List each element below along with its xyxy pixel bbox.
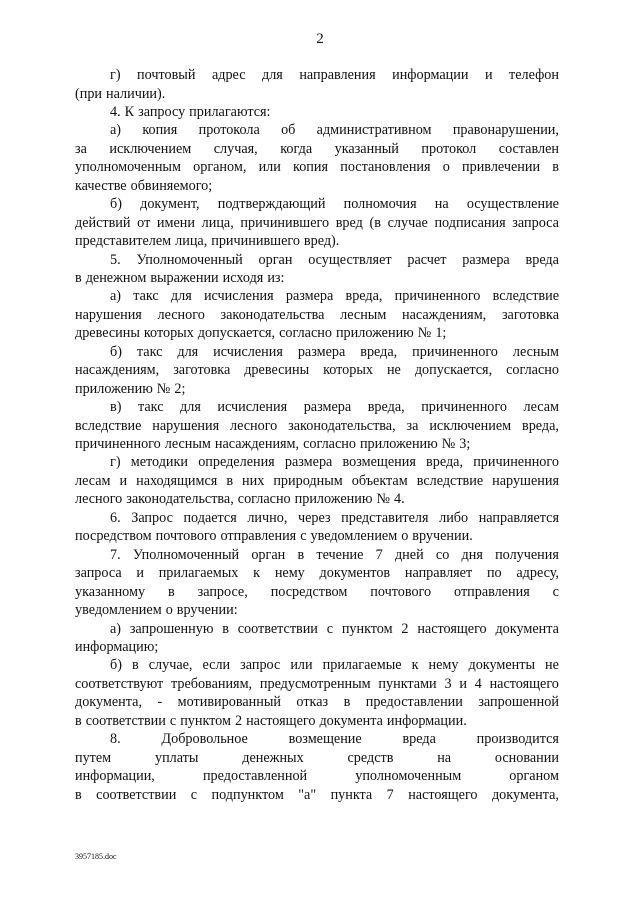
- text-line: информацию;: [75, 638, 159, 655]
- text-line: 6. Запрос подается лично, через представителя либо направляется: [110, 509, 559, 526]
- text-line: в соответствии с пунктом 2 настоящего документа информации.: [75, 712, 467, 729]
- text-line: лесного законодательства, согласно приложению № 4.: [75, 491, 405, 508]
- text-line: насаждениям, заготовка древесины которых не допускается, согласно: [75, 362, 559, 379]
- text-line: представителем лица, причинившего вред).: [75, 233, 340, 249]
- text-line: а) копия протокола об административном правонарушении,: [110, 122, 559, 139]
- text-line: а) такс для исчисления размера вреда, причиненного вследствие: [110, 288, 559, 305]
- file-name-footer: 3957185.doc: [75, 852, 117, 861]
- text-line: лесам и находящимся в них природным объектам вследствие нарушения: [75, 472, 559, 489]
- text-line: действий от имени лица, причинившего вред (в случае подписания запроса: [75, 214, 559, 231]
- text-line: посредством почтового отправления с уведомлением о вручении.: [75, 528, 473, 545]
- text-line: причиненного лесным насаждениям, согласно приложению № 3;: [75, 436, 471, 452]
- text-line: нарушения лесного законодательства лесным насаждениям, заготовка: [75, 306, 559, 323]
- text-line: запроса и прилагаемых к нему документов направляет по адресу,: [75, 565, 559, 582]
- text-line: в) такс для исчисления размера вреда, причиненного лесам: [110, 399, 559, 416]
- text-line: качестве обвиняемого;: [75, 177, 213, 194]
- text-line: б) документ, подтверждающий полномочия на осуществление: [110, 196, 559, 213]
- text-line: 5. Уполномоченный орган осуществляет расчет размера вреда: [110, 251, 559, 268]
- text-line: а) запрошенную в соответствии с пунктом 2 настоящего документа: [110, 620, 559, 637]
- text-line: уведомлением о вручении:: [75, 602, 238, 618]
- text-line: информации, предоставленной уполномоченным органом: [75, 768, 559, 785]
- text-line: г) почтовый адрес для направления информации и телефон: [110, 67, 559, 83]
- text-line: б) такс для исчисления размера вреда, причиненного лесным: [110, 343, 559, 360]
- text-line: древесины которых допускается, согласно приложению № 1;: [75, 325, 447, 342]
- text-line: указанному в запросе, посредством почтового отправления с: [75, 583, 559, 600]
- text-line: в соответствии с подпунктом "а" пункта 7 настоящего документа,: [75, 786, 559, 803]
- text-line: 4. К запросу прилагаются:: [110, 103, 271, 120]
- text-line: путем уплаты денежных средств на основании: [75, 749, 559, 766]
- text-line: вследствие нарушения лесного законодательства, за исключением вреда,: [75, 417, 559, 434]
- text-line: за исключением случая, когда указанный протокол составлен: [75, 140, 559, 157]
- text-line: приложению № 2;: [75, 380, 186, 397]
- text-line: документа, - мотивированный отказ в предоставлении запрошенной: [75, 694, 559, 711]
- text-line: в денежном выражении исходя из:: [75, 269, 285, 286]
- text-line: б) в случае, если запрос или прилагаемые к нему документы не: [110, 657, 559, 674]
- text-line: уполномоченным органом, или копия постановления о привлечении в: [75, 159, 559, 176]
- text-line: соответствуют требованиям, предусмотренным пунктами 3 и 4 настоящего: [75, 675, 559, 692]
- text-line: 8. Добровольное возмещение вреда производится: [110, 731, 559, 748]
- text-line: 7. Уполномоченный орган в течение 7 дней со дня получения: [110, 546, 559, 563]
- page-number: 2: [316, 31, 324, 47]
- text-line: г) методики определения размера возмещения вреда, причиненного: [110, 454, 559, 471]
- text-line: (при наличии).: [75, 85, 166, 102]
